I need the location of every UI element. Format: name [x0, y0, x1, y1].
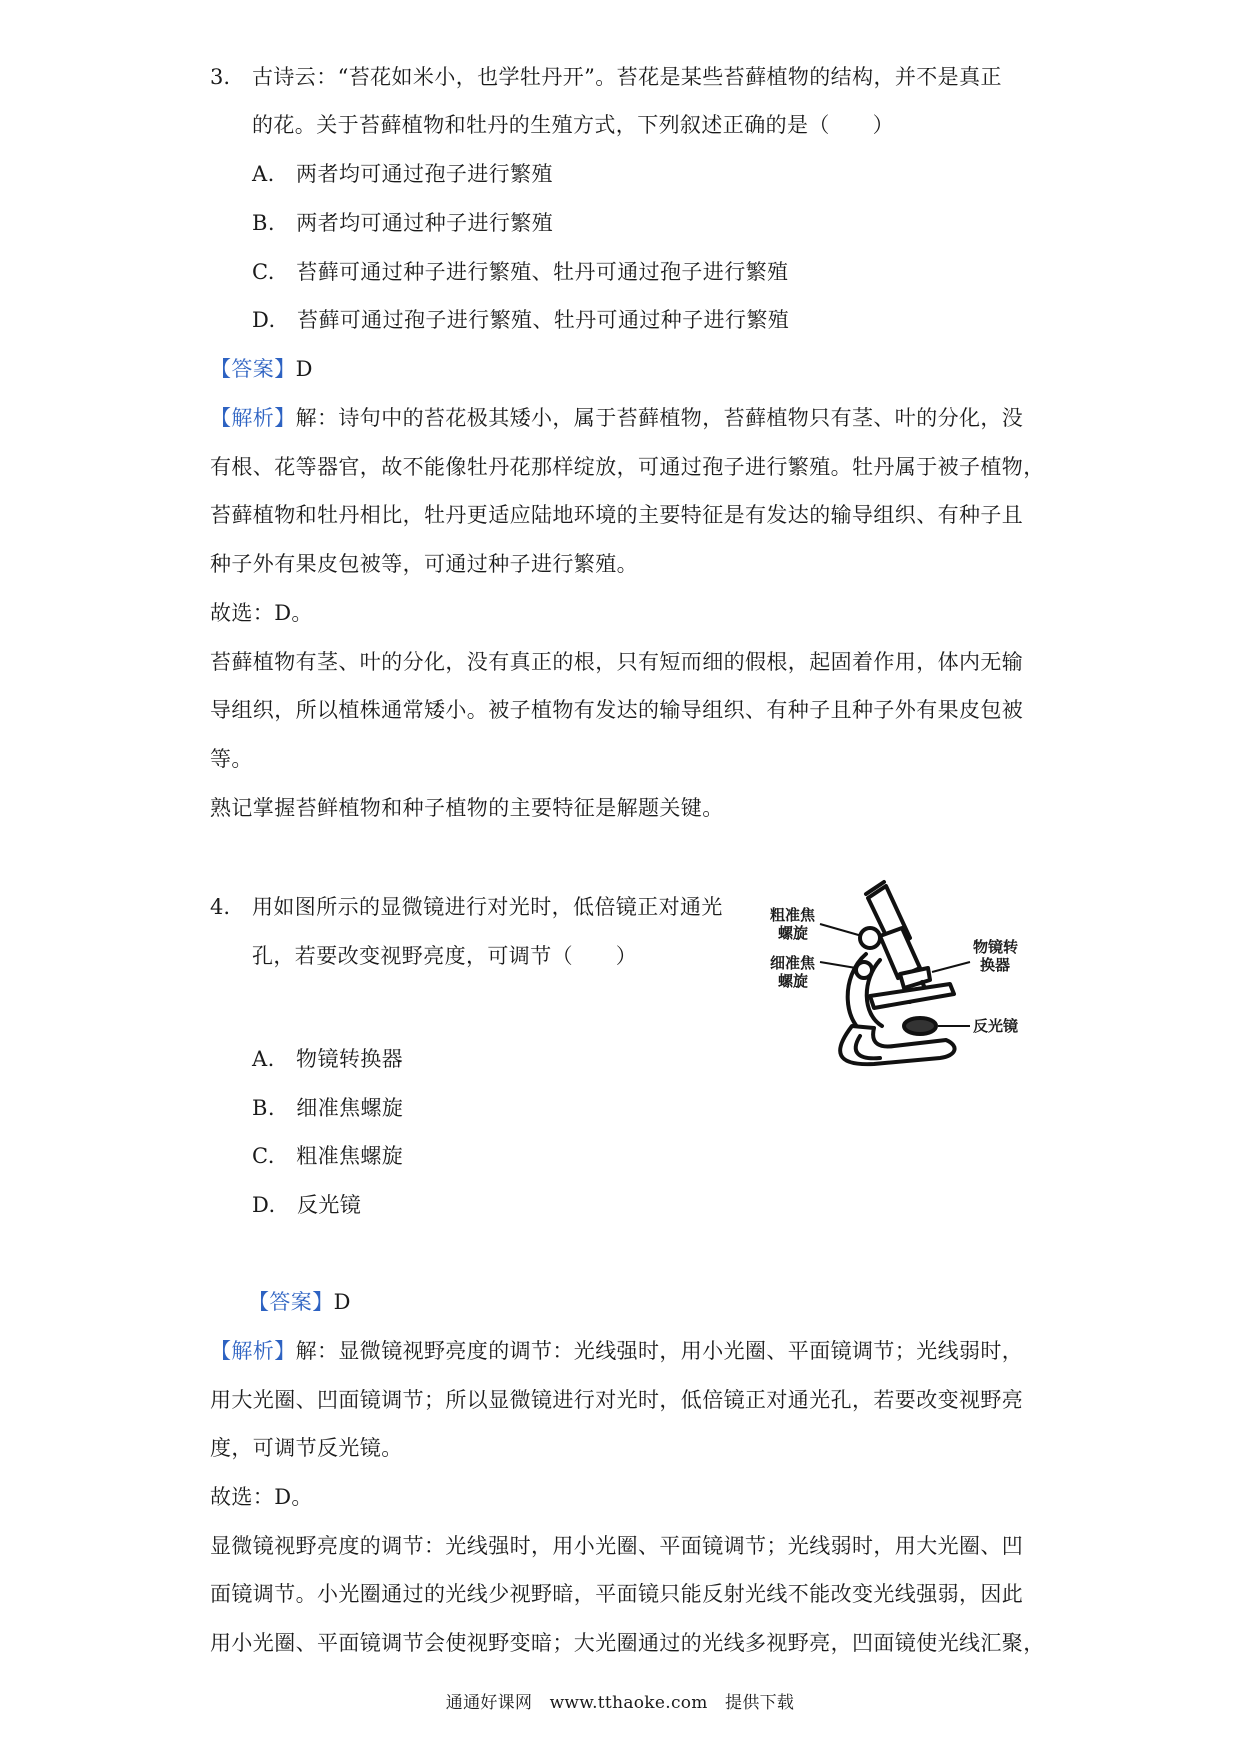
q3-analysis-line-2: 有根、花等器官，故不能像牡丹花那样绽放，可通过孢子进行繁殖。牡丹属于被子植物，: [210, 455, 1045, 479]
q4-analysis-line-1: [210, 1336, 1023, 1366]
q3-answer: [210, 354, 313, 384]
q3-analysis-first: 解：诗句中的苔花极其矮小，属于苔藓植物，苔藓植物只有茎、叶的分化，没: [295, 406, 1024, 430]
label-coarse-line-1: 粗准焦: [770, 906, 816, 924]
q3-key-point: 熟记掌握苔鲜植物和种子植物的主要特征是解题关键。: [210, 796, 724, 820]
label-nosepiece-line-2: 换器: [980, 956, 1011, 974]
q4-analysis-tag: 【解析】: [210, 1339, 296, 1363]
q4-option-a: A. 物镜转换器: [252, 1047, 404, 1071]
label-fine-line-2: 螺旋: [778, 972, 809, 990]
q4-note-line-3: 用小光圈、平面镜调节会使视野变暗；大光圈通过的光线多视野亮，凹面镜使光线汇聚，: [210, 1631, 1045, 1655]
q4-answer-tag: 【答案】: [248, 1290, 334, 1314]
q4-option-c: C. 粗准焦螺旋: [252, 1144, 404, 1168]
q4-analysis-first: 解：显微镜视野亮度的调节：光线强时，用小光圈、平面镜调节；光线弱时，: [295, 1339, 1024, 1363]
q4-number: 4.: [210, 895, 231, 919]
q3-answer-tag: 【答案】: [210, 357, 296, 381]
q3-option-b: B. 两者均可通过种子进行繁殖: [252, 211, 554, 235]
q3-option-a: A. 两者均可通过孢子进行繁殖: [252, 162, 553, 186]
q4-stem-line-1: 用如图所示的显微镜进行对光时，低倍镜正对通光: [252, 895, 723, 919]
q4-answer: [248, 1287, 351, 1317]
page-footer: 通通好课网 www.tthaoke.com 提供下载: [445, 1693, 795, 1713]
q3-analysis-line-3: 苔藓植物和牡丹相比，牡丹更适应陆地环境的主要特征是有发达的输导组织、有种子且: [210, 503, 1024, 527]
q3-stem-line-2: 的花。关于苔藓植物和牡丹的生殖方式，下列叙述正确的是（ ）: [252, 113, 894, 137]
q3-answer-value: D: [295, 357, 313, 381]
q3-note-line-2: 导组织，所以植株通常矮小。被子植物有发达的输导组织、有种子且种子外有果皮包被: [210, 698, 1024, 722]
label-coarse-line-2: 螺旋: [778, 924, 809, 942]
q4-analysis-line-3: 度，可调节反光镜。: [210, 1436, 403, 1460]
q4-note-line-1: 显微镜视野亮度的调节：光线强时，用小光圈、平面镜调节；光线弱时，用大光圈、凹: [210, 1534, 1024, 1558]
microscope-figure: [770, 876, 1040, 1071]
q4-analysis-line-2: 用大光圈、凹面镜调节；所以显微镜进行对光时，低倍镜正对通光孔，若要改变视野亮: [210, 1388, 1024, 1412]
q3-number: 3.: [210, 65, 231, 89]
q3-note-line-1: 苔藓植物有茎、叶的分化，没有真正的根，只有短而细的假根，起固着作用，体内无输: [210, 650, 1024, 674]
q3-analysis-line-1: [210, 403, 1023, 433]
q3-option-d: D. 苔藓可通过孢子进行繁殖、牡丹可通过种子进行繁殖: [252, 308, 790, 332]
q3-analysis-tag: 【解析】: [210, 406, 296, 430]
q3-analysis-line-4: 种子外有果皮包被等，可通过种子进行繁殖。: [210, 552, 638, 576]
label-fine-line-1: 细准焦: [770, 954, 816, 972]
q3-note-line-3: 等。: [210, 747, 253, 771]
q4-stem-line-2: 孔，若要改变视野亮度，可调节（ ）: [252, 944, 638, 968]
q4-choice: 故选：D。: [210, 1485, 313, 1509]
q4-note-line-2: 面镜调节。小光圈通过的光线少视野暗，平面镜只能反射光线不能改变光线强弱，因此: [210, 1582, 1024, 1606]
label-nosepiece-line-1: 物镜转: [973, 938, 1019, 956]
q4-option-b: B. 细准焦螺旋: [252, 1096, 404, 1120]
q4-answer-value: D: [333, 1290, 351, 1314]
q3-stem-line-1: 古诗云：“苔花如米小，也学牡丹开”。苔花是某些苔藓植物的结构，并不是真正: [252, 65, 1002, 89]
q4-option-d: D. 反光镜: [252, 1193, 362, 1217]
q3-option-c: C. 苔藓可通过种子进行繁殖、牡丹可通过孢子进行繁殖: [252, 260, 789, 284]
label-mirror: 反光镜: [973, 1017, 1019, 1035]
q3-choice: 故选：D。: [210, 601, 313, 625]
